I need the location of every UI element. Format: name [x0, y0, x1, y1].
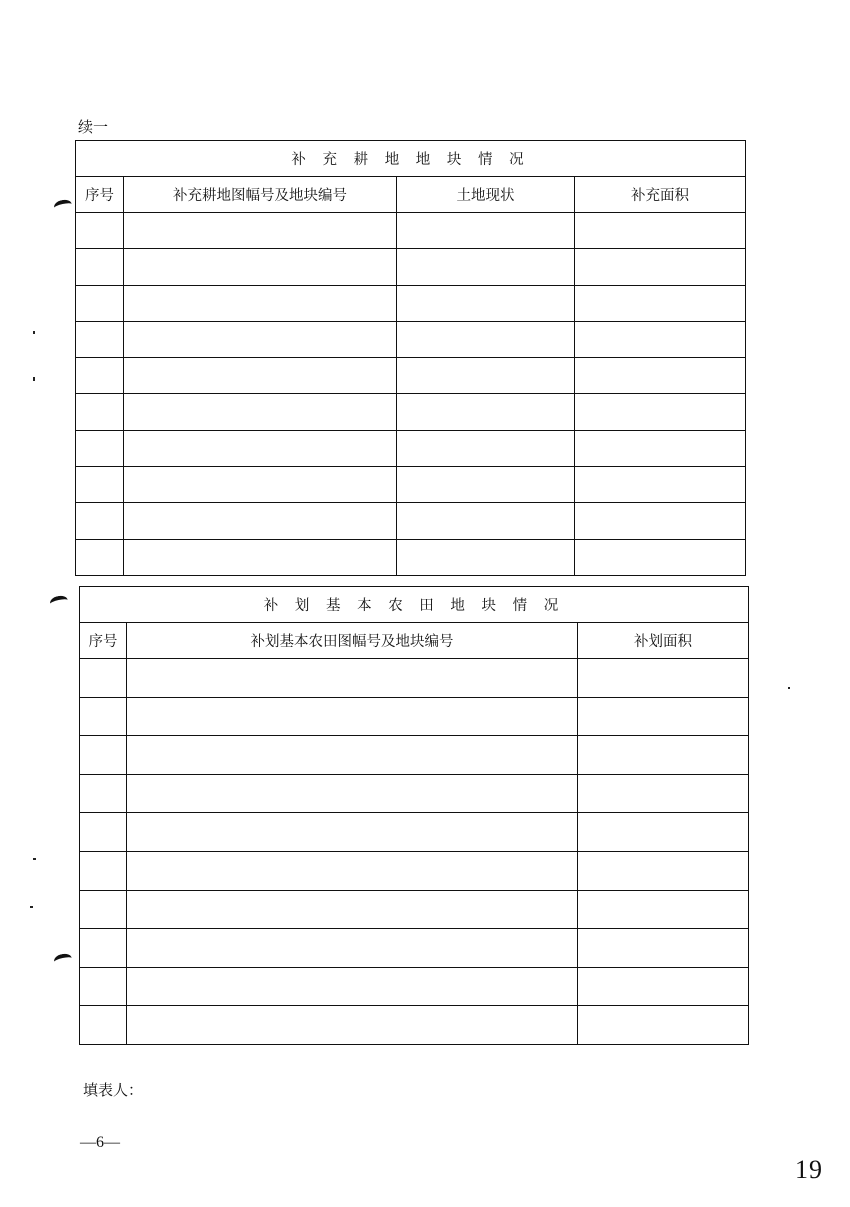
binding-mark-icon — [53, 952, 73, 967]
column-header-supplement-area: 补划面积 — [578, 623, 749, 659]
cell-serial[interactable] — [80, 813, 127, 852]
table-row — [80, 697, 749, 736]
cell-serial[interactable] — [80, 929, 127, 968]
cell-land-status[interactable] — [397, 503, 575, 539]
table-row — [76, 249, 746, 285]
cell-serial[interactable] — [76, 358, 124, 394]
column-header-serial: 序号 — [76, 177, 124, 213]
cell-map-plot-number[interactable] — [127, 697, 578, 736]
cell-serial[interactable] — [76, 285, 124, 321]
table-row — [80, 967, 749, 1006]
cell-map-plot-number[interactable] — [124, 285, 397, 321]
cell-serial[interactable] — [80, 851, 127, 890]
table-row — [80, 929, 749, 968]
column-header-supplement-area: 补充面积 — [575, 177, 746, 213]
cell-supplement-area[interactable] — [575, 213, 746, 249]
cell-map-plot-number[interactable] — [124, 430, 397, 466]
scan-speck — [30, 906, 33, 908]
column-header-serial: 序号 — [80, 623, 127, 659]
cell-serial[interactable] — [80, 1006, 127, 1045]
cell-supplement-area[interactable] — [578, 659, 749, 698]
cell-serial[interactable] — [76, 503, 124, 539]
table-row — [80, 736, 749, 775]
cell-serial[interactable] — [76, 249, 124, 285]
cell-map-plot-number[interactable] — [127, 659, 578, 698]
cell-serial[interactable] — [80, 659, 127, 698]
cell-serial[interactable] — [80, 736, 127, 775]
cell-supplement-area[interactable] — [575, 539, 746, 575]
table-row — [80, 813, 749, 852]
cell-map-plot-number[interactable] — [127, 851, 578, 890]
cell-map-plot-number[interactable] — [127, 774, 578, 813]
scan-speck — [33, 858, 36, 860]
cell-supplement-area[interactable] — [575, 358, 746, 394]
cell-map-plot-number[interactable] — [124, 213, 397, 249]
table-row — [76, 358, 746, 394]
section-title-farmland: 补 划 基 本 农 田 地 块 情 况 — [80, 587, 749, 623]
scan-speck — [33, 331, 35, 334]
table-row — [76, 467, 746, 503]
cell-land-status[interactable] — [397, 213, 575, 249]
form-filler-label: 填表人： — [83, 1081, 144, 1099]
table-row — [76, 285, 746, 321]
cell-supplement-area[interactable] — [575, 430, 746, 466]
table-row — [80, 1006, 749, 1045]
continued-label: 续一 — [78, 118, 109, 136]
cell-map-plot-number[interactable] — [127, 813, 578, 852]
supplement-cultivated-land-table — [75, 140, 746, 576]
supplement-basic-farmland-table — [79, 586, 749, 1045]
table-row — [80, 659, 749, 698]
cell-supplement-area[interactable] — [578, 736, 749, 775]
cell-serial[interactable] — [76, 430, 124, 466]
table-row — [76, 394, 746, 430]
cell-supplement-area[interactable] — [578, 929, 749, 968]
cell-supplement-area[interactable] — [578, 967, 749, 1006]
cell-map-plot-number[interactable] — [124, 321, 397, 357]
cell-map-plot-number[interactable] — [124, 358, 397, 394]
cell-land-status[interactable] — [397, 539, 575, 575]
table-row — [76, 503, 746, 539]
table-row — [76, 321, 746, 357]
scan-speck — [33, 377, 35, 381]
cell-map-plot-number[interactable] — [127, 929, 578, 968]
cell-land-status[interactable] — [397, 321, 575, 357]
scan-page-number: 19 — [795, 1155, 823, 1184]
cell-serial[interactable] — [76, 213, 124, 249]
section-title-cultivated: 补 充 耕 地 地 块 情 况 — [76, 141, 746, 177]
cell-map-plot-number[interactable] — [124, 539, 397, 575]
cell-map-plot-number[interactable] — [127, 890, 578, 929]
cell-supplement-area[interactable] — [578, 890, 749, 929]
cell-land-status[interactable] — [397, 467, 575, 503]
table-row — [80, 851, 749, 890]
cell-supplement-area[interactable] — [575, 467, 746, 503]
cell-serial[interactable] — [76, 467, 124, 503]
column-header-land-status: 土地现状 — [397, 177, 575, 213]
cell-serial[interactable] — [76, 394, 124, 430]
column-header-map-plot-number: 补划基本农田图幅号及地块编号 — [127, 623, 578, 659]
cell-serial[interactable] — [76, 539, 124, 575]
cell-map-plot-number[interactable] — [124, 503, 397, 539]
cell-land-status[interactable] — [397, 358, 575, 394]
table-row — [80, 890, 749, 929]
table-row — [76, 213, 746, 249]
cell-map-plot-number[interactable] — [127, 736, 578, 775]
cell-land-status[interactable] — [397, 285, 575, 321]
binding-mark-icon — [49, 594, 69, 609]
scan-speck — [788, 687, 790, 689]
cell-land-status[interactable] — [397, 430, 575, 466]
cell-map-plot-number[interactable] — [124, 394, 397, 430]
cell-serial[interactable] — [80, 890, 127, 929]
table-row — [76, 539, 746, 575]
cell-supplement-area[interactable] — [575, 394, 746, 430]
cell-serial[interactable] — [80, 774, 127, 813]
cell-land-status[interactable] — [397, 394, 575, 430]
cell-supplement-area[interactable] — [575, 249, 746, 285]
cell-supplement-area[interactable] — [575, 503, 746, 539]
cell-map-plot-number[interactable] — [124, 249, 397, 285]
cell-supplement-area[interactable] — [578, 1006, 749, 1045]
cell-supplement-area[interactable] — [578, 774, 749, 813]
cell-serial[interactable] — [76, 321, 124, 357]
cell-supplement-area[interactable] — [578, 697, 749, 736]
cell-supplement-area[interactable] — [578, 851, 749, 890]
cell-supplement-area[interactable] — [575, 285, 746, 321]
binding-mark-icon — [53, 198, 73, 213]
column-header-map-plot-number: 补充耕地图幅号及地块编号 — [124, 177, 397, 213]
cell-land-status[interactable] — [397, 249, 575, 285]
cell-supplement-area[interactable] — [578, 813, 749, 852]
cell-map-plot-number[interactable] — [124, 467, 397, 503]
cell-map-plot-number[interactable] — [127, 1006, 578, 1045]
table-row — [80, 774, 749, 813]
page-footer-number: —6— — [80, 1134, 120, 1151]
cell-supplement-area[interactable] — [575, 321, 746, 357]
cell-serial[interactable] — [80, 967, 127, 1006]
cell-serial[interactable] — [80, 697, 127, 736]
table-row — [76, 430, 746, 466]
cell-map-plot-number[interactable] — [127, 967, 578, 1006]
